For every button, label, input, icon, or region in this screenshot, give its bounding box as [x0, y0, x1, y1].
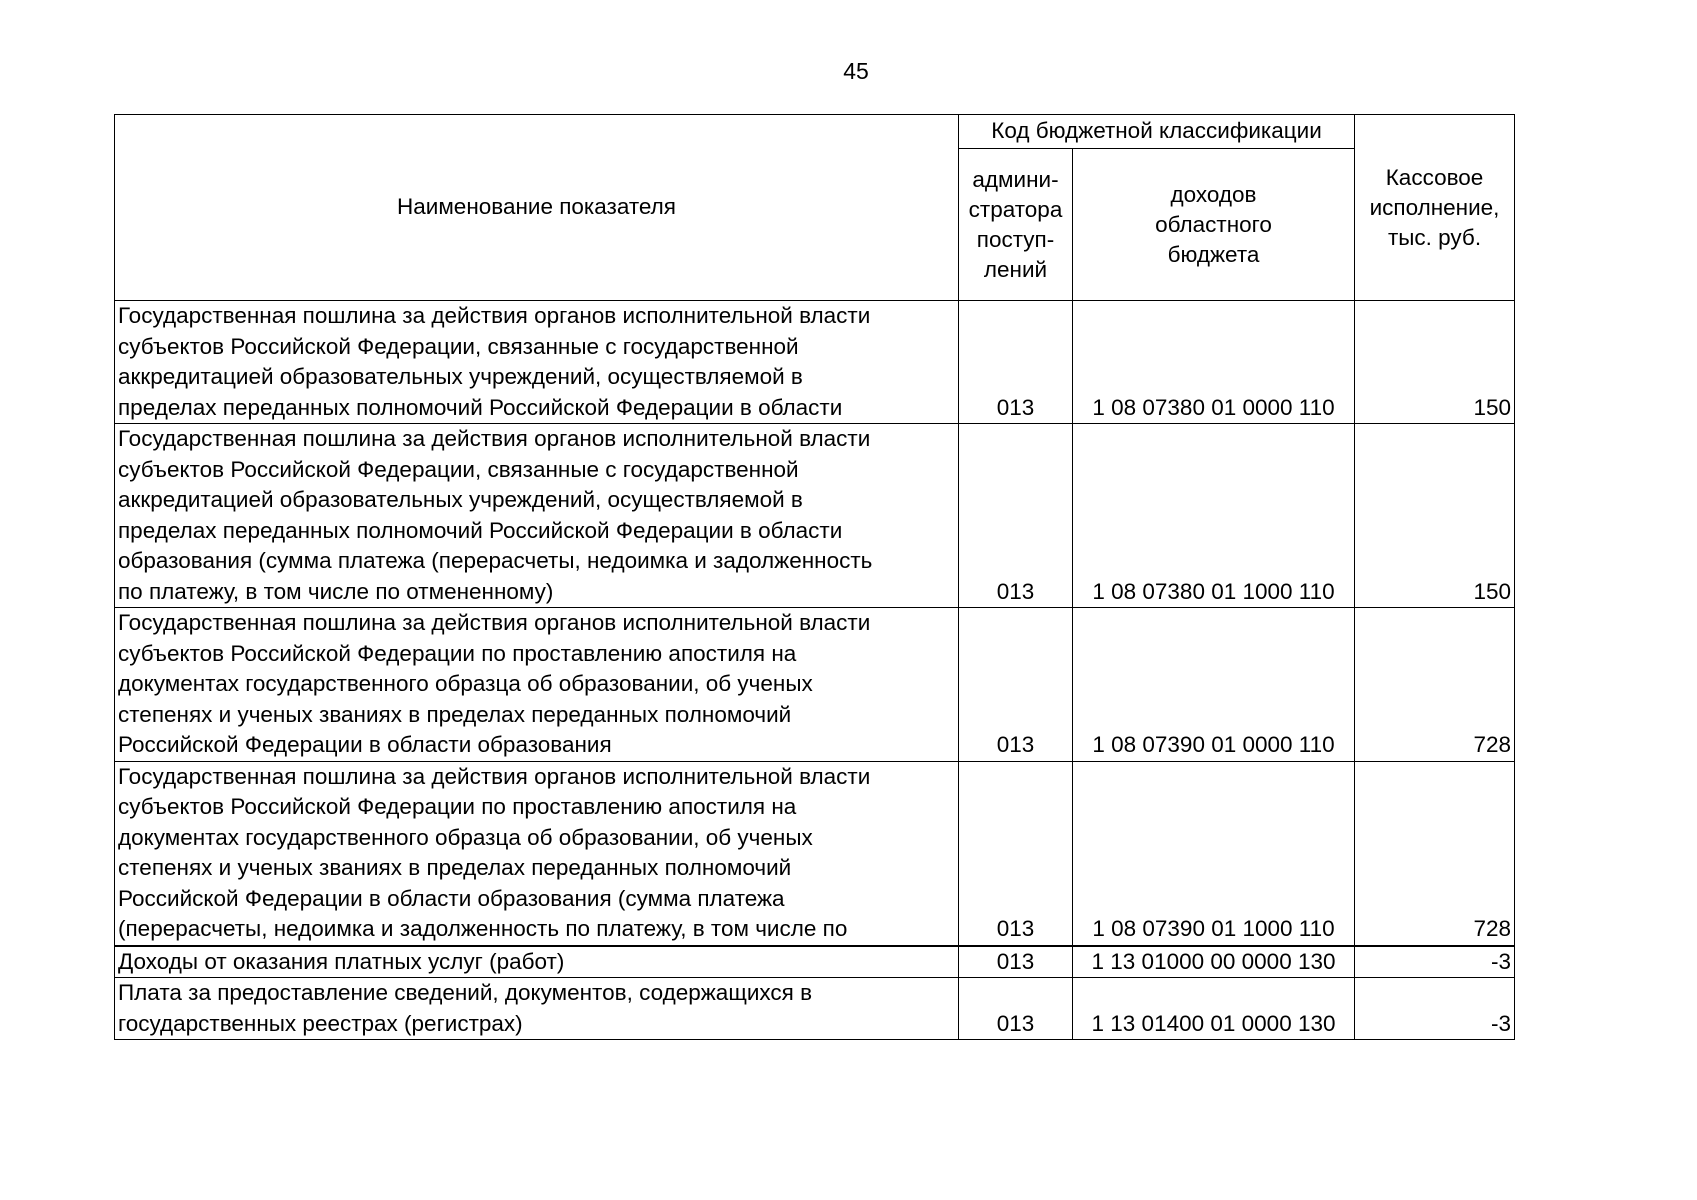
- row-indicator-name: Доходы от оказания платных услуг (работ): [115, 946, 959, 978]
- header-cash-execution: Кассовое исполнение, тыс. руб.: [1355, 115, 1515, 301]
- row-amount: 150: [1355, 424, 1515, 608]
- row-admin-code: 013: [959, 946, 1073, 978]
- header-indicator-name: Наименование показателя: [115, 115, 959, 301]
- row-admin-code: 013: [959, 424, 1073, 608]
- table-row: [115, 761, 1515, 946]
- page-number: 45: [843, 58, 869, 84]
- row-indicator-name: Государственная пошлина за действия органов исполнительной власти субъектов Российской Федерации, связанные с государственной аккредитацией образовательных учреждений, осуществляемой в пределах переданных полномочий Российской Федерации в области: [115, 301, 959, 424]
- row-budget-code: 1 13 01000 00 0000 130: [1073, 946, 1355, 978]
- budget-table: [114, 114, 1515, 1040]
- row-budget-code: 1 08 07390 01 0000 110: [1073, 608, 1355, 762]
- row-budget-code: 1 13 01400 01 0000 130: [1073, 978, 1355, 1040]
- header-revenue-administrator: админи- стратора поступ- лений: [959, 149, 1073, 301]
- table-row: [115, 301, 1515, 424]
- row-budget-code: 1 08 07380 01 0000 110: [1073, 301, 1355, 424]
- table-row: [115, 424, 1515, 608]
- row-indicator-name: Государственная пошлина за действия органов исполнительной власти субъектов Российской Федерации по проставлению апостиля на документах государственного образца об образовании, об ученых степенях и ученых званиях в пределах переданных полномочий Российской Федерации в области образования (сумма платежа (перерасчеты, недоимка и задолженность по платежу, в том числе по: [115, 761, 959, 946]
- row-admin-code: 013: [959, 761, 1073, 946]
- header-row-group: [115, 115, 1515, 149]
- row-admin-code: 013: [959, 608, 1073, 762]
- row-admin-code: 013: [959, 978, 1073, 1040]
- row-amount: -3: [1355, 946, 1515, 978]
- row-indicator-name: Плата за предоставление сведений, документов, содержащихся в государственных реестрах (регистрах): [115, 978, 959, 1040]
- table-row: [115, 946, 1515, 978]
- table-row: [115, 978, 1515, 1040]
- row-budget-code: 1 08 07380 01 1000 110: [1073, 424, 1355, 608]
- row-amount: 728: [1355, 761, 1515, 946]
- row-indicator-name: Государственная пошлина за действия органов исполнительной власти субъектов Российской Федерации по проставлению апостиля на документах государственного образца об образовании, об ученых степенях и ученых званиях в пределах переданных полномочий Российской Федерации в области образования: [115, 608, 959, 762]
- row-budget-code: 1 08 07390 01 1000 110: [1073, 761, 1355, 946]
- row-amount: 728: [1355, 608, 1515, 762]
- row-amount: 150: [1355, 301, 1515, 424]
- row-indicator-name: Государственная пошлина за действия органов исполнительной власти субъектов Российской Федерации, связанные с государственной аккредитацией образовательных учреждений, осуществляемой в пределах переданных полномочий Российской Федерации в области образования (сумма платежа (перерасчеты, недоимка и задолженность по платежу, в том числе по отмененному): [115, 424, 959, 608]
- header-regional-budget-income: доходов областного бюджета: [1073, 149, 1355, 301]
- header-budget-classification-code: Код бюджетной классификации: [959, 115, 1355, 149]
- table-row: [115, 608, 1515, 762]
- row-amount: -3: [1355, 978, 1515, 1040]
- row-admin-code: 013: [959, 301, 1073, 424]
